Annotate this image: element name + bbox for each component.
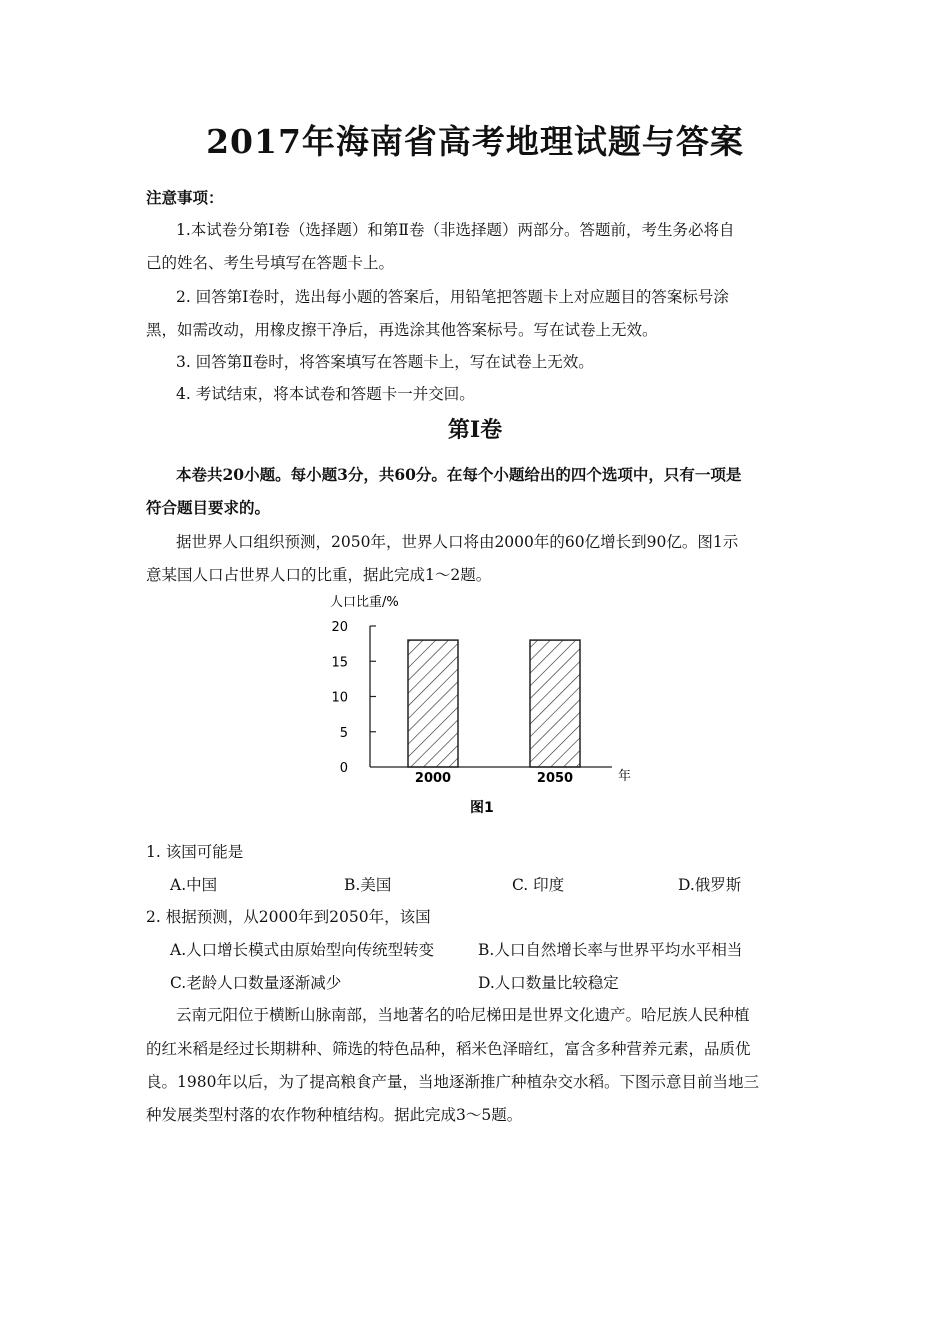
notice-item-2-line-2: 黑，如需改动，用橡皮擦干净后，再选涂其他答案标号。写在试卷上无效。 [146, 321, 658, 339]
notice-item-1-line-1: 1.本试卷分第Ⅰ卷（选择题）和第Ⅱ卷（非选择题）两部分。答题前，考生务必将自 [176, 221, 735, 239]
chart-y-tick-label: 10 [331, 690, 348, 706]
notice-item-4: 4. 考试结束，将本试卷和答题卡一并交回。 [176, 385, 475, 403]
chart-y-tick-label: 20 [331, 620, 348, 635]
chart-y-tick-label: 15 [331, 655, 348, 671]
notice-heading: 注意事项： [146, 188, 224, 207]
chart-y-axis-label: 人口比重/% [330, 595, 399, 610]
notice-item-2-line-1: 2. 回答第Ⅰ卷时，选出每小题的答案后，用铅笔把答题卡上对应题目的答案标号涂 [176, 288, 729, 306]
passage-2-line-2: 的红米稻是经过长期耕种、筛选的特色品种，稻米色泽暗红，富含多种营养元素，品质优 [146, 1040, 751, 1058]
chart-y-tick-label: 5 [339, 725, 348, 741]
population-share-chart [320, 590, 650, 820]
section-instructions-line-2: 符合题目要求的。 [146, 498, 271, 517]
notice-item-1-line-2: 己的姓名、考生号填写在答题卡上。 [146, 254, 395, 272]
question-2-option-d: D.人口数量比较稳定 [478, 974, 619, 992]
question-2-option-b: B.人口自然增长率与世界平均水平相当 [478, 941, 743, 959]
question-1-option-d: D.俄罗斯 [678, 876, 742, 894]
chart-bar-2000 [408, 640, 458, 767]
section-instructions-line-1: 本卷共20小题。每小题3分，共60分。在每个小题给出的四个选项中，只有一项是 [176, 465, 742, 484]
passage-2-line-1: 云南元阳位于横断山脉南部，当地著名的哈尼梯田是世界文化遗产。哈尼族人民种植 [176, 1006, 750, 1024]
chart-x-tick-label: 2050 [536, 771, 574, 786]
passage-1-line-2: 意某国人口占世界人口的比重，据此完成1～2题。 [146, 566, 492, 584]
question-1-option-b: B.美国 [344, 876, 392, 894]
question-1-option-c: C. 印度 [512, 876, 565, 894]
document-title: 2017年海南省高考地理试题与答案 [206, 122, 744, 161]
question-1: 1. 该国可能是 [146, 843, 244, 861]
passage-2-line-4: 种发展类型村落的农作物种植结构。据此完成3～5题。 [146, 1106, 523, 1124]
question-2-option-a: A.人口增长模式由原始型向传统型转变 [170, 941, 435, 959]
chart-caption: 图1 [470, 800, 494, 816]
chart-bar-2050 [530, 640, 580, 767]
section-title: 第Ⅰ卷 [447, 417, 503, 443]
question-1-option-a: A.中国 [170, 876, 218, 894]
passage-1-line-1: 据世界人口组织预测，2050年，世界人口将由2000年的60亿增长到90亿。图1示 [176, 533, 739, 551]
passage-2-line-3: 良。1980年以后，为了提高粮食产量，当地逐渐推广种植杂交水稻。下图示意目前当地三 [146, 1073, 759, 1091]
notice-item-3: 3. 回答第Ⅱ卷时，将答案填写在答题卡上，写在试卷上无效。 [176, 353, 594, 371]
chart-y-tick-label: 0 [339, 761, 348, 776]
question-2: 2. 根据预测，从2000年到2050年，该国 [146, 908, 431, 926]
chart-x-tick-label: 2000 [414, 771, 452, 786]
question-2-option-c: C.老龄人口数量逐渐减少 [170, 974, 342, 992]
chart-x-axis-label: 年 [618, 769, 632, 784]
